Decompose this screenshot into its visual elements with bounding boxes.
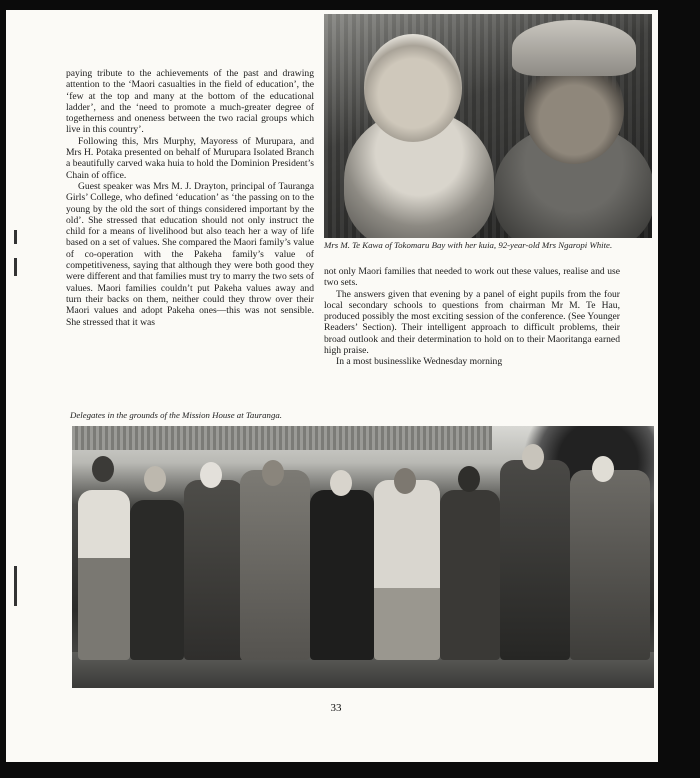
delegate-figure (310, 490, 374, 660)
portrait-caption: Mrs M. Te Kawa of Tokomaru Bay with her kuia, 92-year-old Mrs Ngaropi White. (324, 240, 613, 250)
delegate-head (262, 460, 284, 486)
margin-mark (14, 230, 17, 244)
magazine-page (6, 10, 658, 762)
right-paragraph-1: not only Maori families that needed to work out these values, realise and use two sets. (324, 266, 620, 289)
delegate-figure (374, 480, 440, 660)
delegate-head (330, 470, 352, 496)
left-paragraph-2: Following this, Mrs Murphy, Mayoress of Murupara, and Mrs H. Potaka presented on behalf of Murupara Isolated Branch a beautifully carved waka huia to hold the Dominion President’s Chain of office. (66, 135, 314, 181)
margin-mark (14, 566, 17, 606)
left-paragraph-1: paying tribute to the achievements of the past and drawing attention to the ‘Maori casualties in the field of education’, the ‘few at the top and many at the bottom of the educational ladder’, and the ‘need to promote a much-greater degree of togetherness and oneness between the two racial groups which live in this country’. (66, 68, 314, 136)
right-paragraph-3: In a most businesslike Wednesday morning (336, 356, 503, 368)
delegate-figure (500, 460, 570, 660)
delegate-figure (184, 480, 244, 660)
delegate-head (144, 466, 166, 492)
delegate-head (92, 456, 114, 482)
delegate-figure (130, 500, 184, 660)
group-photo-caption: Delegates in the grounds of the Mission House at Tauranga. (70, 410, 282, 420)
left-text-column (66, 68, 314, 328)
delegate-head (394, 468, 416, 494)
delegate-figure (240, 470, 310, 660)
page-number: 33 (330, 702, 342, 714)
mission-house-roof (72, 426, 492, 450)
woman-right-hat (512, 20, 636, 76)
delegate-figure (570, 470, 650, 660)
woman-left-head (364, 34, 462, 142)
delegate-head (200, 462, 222, 488)
right-paragraph-2: The answers given that evening by a panel of eight pupils from the four local secondary schools to questions from chairman Mr M. Te Hau, produced possibly the most exciting session of the conference. (See Younger Readers’ Section). Their intelligent approach to difficult problems, their broad outlook and their determination to hold on to their Maoritanga earned high praise. (324, 288, 620, 357)
group-photo (72, 426, 654, 688)
delegate-figure (440, 490, 500, 660)
delegate-head (592, 456, 614, 482)
portrait-photo (324, 14, 652, 238)
delegate-head (458, 466, 480, 492)
delegate-figure (78, 490, 130, 660)
delegate-head (522, 444, 544, 470)
margin-mark (14, 258, 17, 276)
right-text-column (324, 266, 620, 368)
left-paragraph-3: Guest speaker was Mrs M. J. Drayton, principal of Tauranga Girls’ College, who defined ‘education’ as ‘the passing on to the young by the old the sort of things considered important by the old’. She stressed that education should not only instruct the child for a means of livelihood but also teach her a way of life based on a set of values. She compared the Maori family’s value of co-operation with the Pakeha family’s value of competitiveness, saying that although they were both good they were different and that families must try to marry the two sets of values. Maori families couldn’t put Pakeha values away and turn their backs on them, neither could they throw over their Maori values and adopt Pakeha ones—this was not sensible. She stressed that it was (66, 180, 314, 328)
